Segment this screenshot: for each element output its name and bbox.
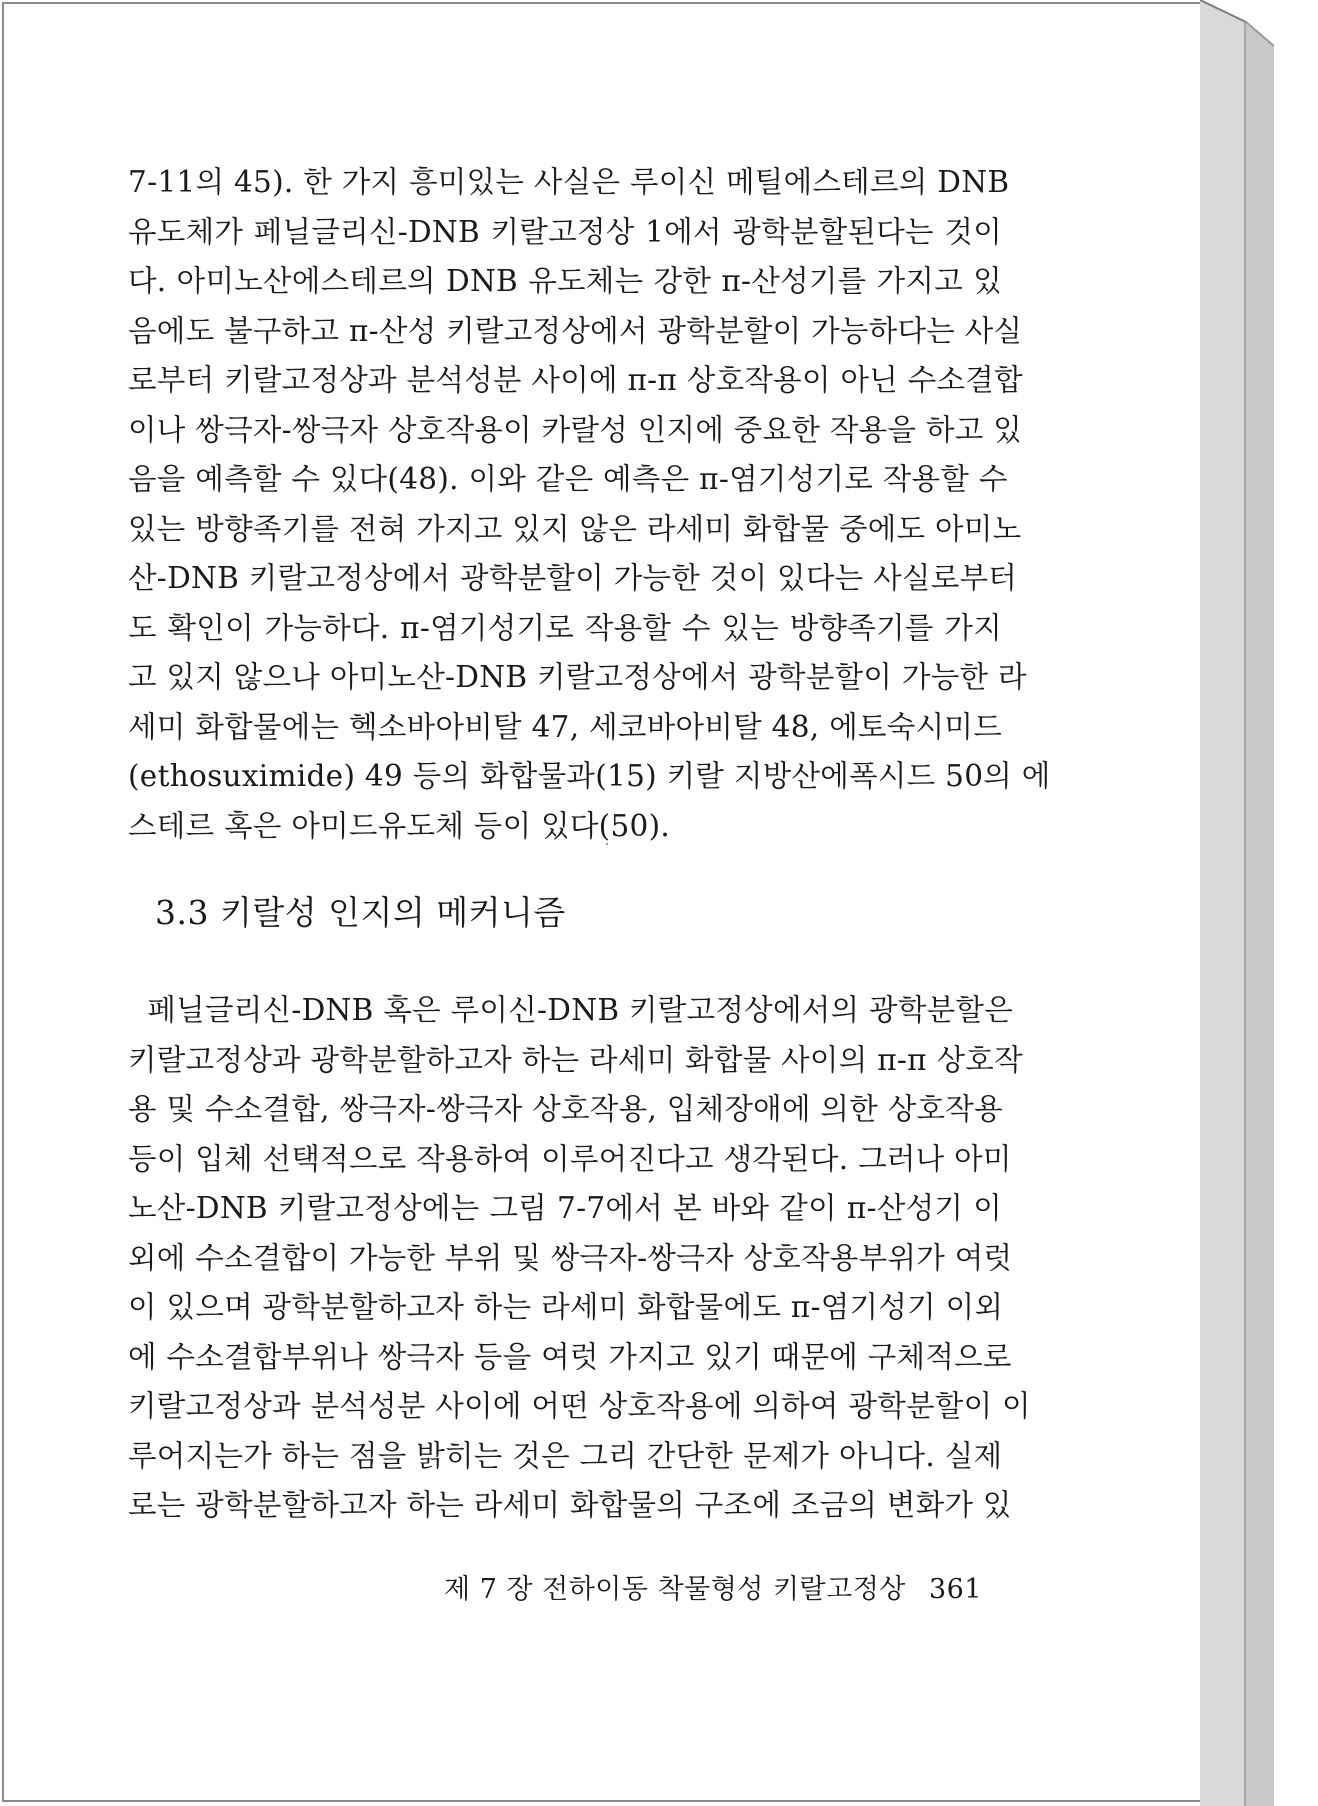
text-line: 노산-DNB 키랄고정상에는 그림 7-7에서 본 바와 같이 π-산성기 이 <box>128 1191 1002 1225</box>
book-page-edge <box>1200 0 1318 1806</box>
text-line: 스테르 혹은 아미드유도체 등이 있다(50). <box>128 808 671 843</box>
text-line: 있는 방향족기를 전혀 가지고 있지 않은 라세미 화합물 중에도 아미노 <box>128 511 1022 546</box>
text-line: 산-DNB 키랄고정상에서 광학분할이 가능한 것이 있다는 사실로부터 <box>128 561 1018 595</box>
text-line: 키랄고정상과 분석성분 사이에 어떤 상호작용에 의하여 광학분할이 이 <box>128 1389 1031 1423</box>
footer-chapter-title: 제 7 장 전하이동 착물형성 키랄고정상 <box>444 1574 906 1605</box>
text-line: 로부터 키랄고정상과 분석성분 사이에 π-π 상호작용이 아닌 수소결합 <box>128 363 1023 397</box>
text-line: 다. 아미노산에스테르의 DNB 유도체는 강한 π-산성기를 가지고 있 <box>128 264 1002 298</box>
text-line: 도 확인이 가능하다. π-염기성기로 작용할 수 있는 방향족기를 가지 <box>128 610 1002 645</box>
text-line: 에 수소결합부위나 쌍극자 등을 여럿 가지고 있기 때문에 구체적으로 <box>128 1339 1012 1374</box>
page-number: 361 <box>928 1574 982 1605</box>
body-paragraph-2 <box>128 986 1031 1531</box>
text-line: 세미 화합물에는 헥소바아비탈 47, 세코바아비탈 48, 에토숙시미드 <box>128 709 1002 744</box>
page-footer <box>444 1570 982 1610</box>
text-line: 로는 광학분할하고자 하는 라세미 화합물의 구조에 조금의 변화가 있 <box>128 1488 1012 1522</box>
text-line: (ethosuximide) 49 등의 화합물과(15) 키랄 지방산에폭시드 50의 에 <box>128 759 1051 793</box>
text-line: 7-11의 45). 한 가지 흥미있는 사실은 루이신 메틸에스테르의 DNB <box>128 165 1010 199</box>
text-line: 음을 예측할 수 있다(48). 이와 같은 예측은 π-염기성기로 작용할 수 <box>128 462 1008 496</box>
text-line: 이 있으며 광학분할하고자 하는 라세미 화합물에도 π-염기성기 이외 <box>128 1290 1004 1324</box>
text-line: 외에 수소결합이 가능한 부위 및 쌍극자-쌍극자 상호작용부위가 여럿 <box>128 1240 1013 1275</box>
text-line: 이나 쌍극자-쌍극자 상호작용이 카랄성 인지에 중요한 작용을 하고 있 <box>128 412 1023 447</box>
text-line: 루어지는가 하는 점을 밝히는 것은 그리 간단한 문제가 아니다. 실제 <box>128 1438 1003 1473</box>
text-line: 유도체가 페닐글리신-DNB 키랄고정상 1에서 광학분할된다는 것이 <box>128 214 1002 249</box>
text-line: 음에도 불구하고 π-산성 키랄고정상에서 광학분할이 가능하다는 사실 <box>128 313 1023 348</box>
section-heading: 3.3 키랄성 인지의 메커니즘 <box>155 893 566 932</box>
text-line: 고 있지 않으나 아미노산-DNB 키랄고정상에서 광학분할이 가능한 라 <box>128 660 1027 694</box>
body-paragraph-1 <box>128 158 1051 851</box>
text-line: 키랄고정상과 광학분할하고자 하는 라세미 화합물 사이의 π-π 상호작 <box>128 1042 1023 1077</box>
text-line: 페닐글리신-DNB 혹은 루이신-DNB 키랄고정상에서의 광학분할은 <box>128 993 1014 1027</box>
text-line: 등이 입체 선택적으로 작용하여 이루어진다고 생각된다. 그러나 아미 <box>128 1141 1012 1176</box>
page-speck <box>606 843 608 845</box>
text-line: 용 및 수소결합, 쌍극자-쌍극자 상호작용, 입체장애에 의한 상호작용 <box>128 1092 1003 1126</box>
